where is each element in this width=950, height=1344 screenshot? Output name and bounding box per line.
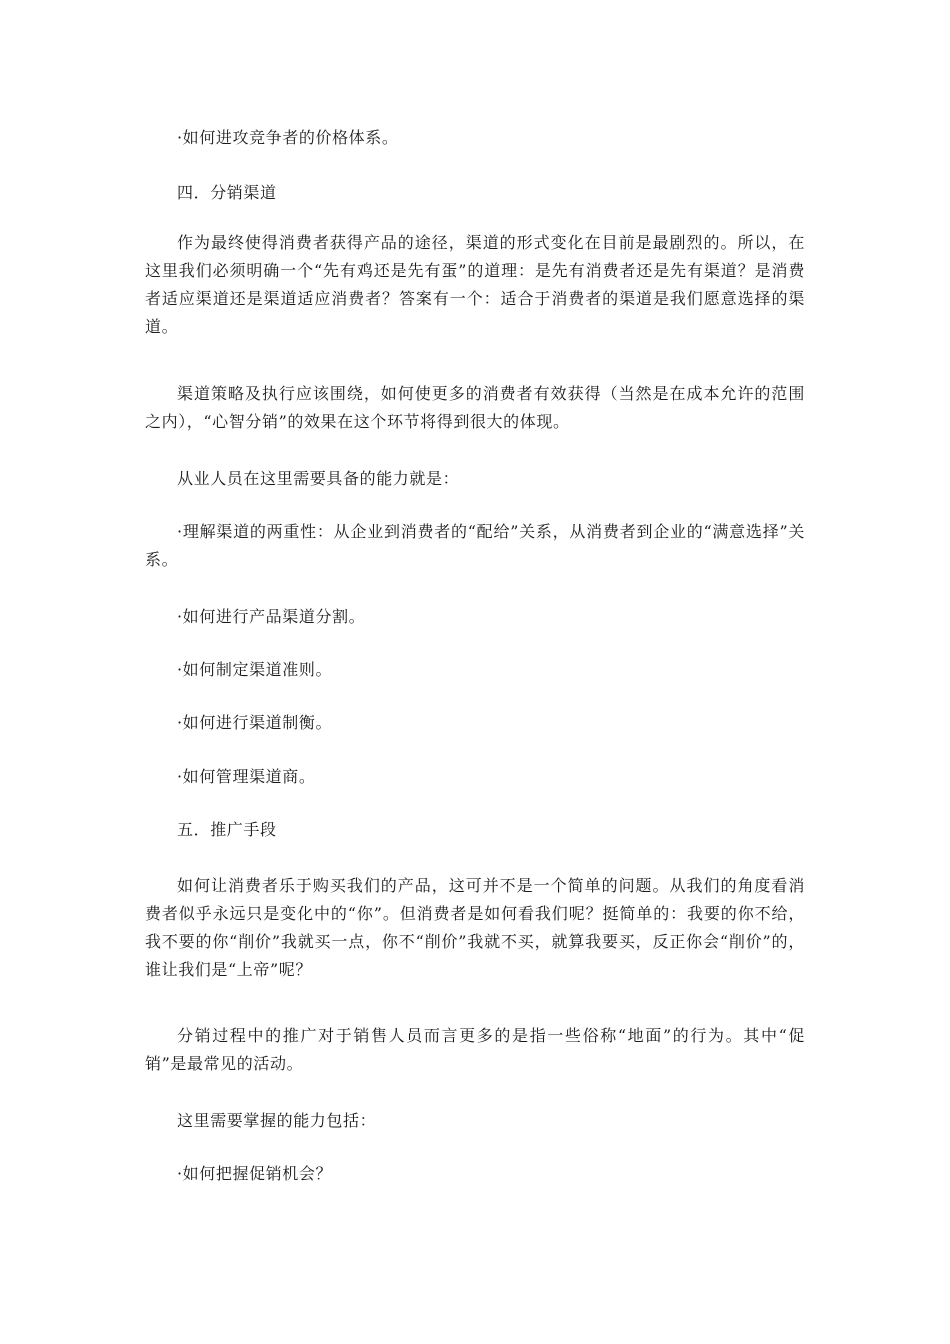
bullet-channel-balance: ·如何进行渠道制衡。	[177, 713, 333, 732]
section-heading-distribution-channels: 四．分销渠道	[177, 183, 277, 202]
section-heading-promotion: 五．推广手段	[177, 820, 277, 839]
bullet-promotion-opportunity: ·如何把握促销机会？	[177, 1164, 333, 1183]
paragraph-required-skills: 这里需要掌握的能力包括：	[177, 1111, 377, 1130]
paragraph-promotion-ground: 分销过程中的推广对于销售人员而言更多的是指一些俗称“地面”的行为。其中“促销”是最常见的活动。	[145, 1026, 805, 1073]
paragraph-promotion-intro: 如何让消费者乐于购买我们的产品，这可并不是一个简单的问题。从我们的角度看消费者似乎永远只是变化中的“你”。但消费者是如何看我们呢？挺简单的：我要的你不给，我不要的你“削价”我就买一点，你不“削价”我就不买，就算我要买，反正你会“削价”的，谁让我们是“上帝”呢？	[145, 876, 805, 979]
bullet-manage-dealers: ·如何管理渠道商。	[177, 767, 316, 786]
bullet-attack-pricing: ·如何进攻竞争者的价格体系。	[177, 128, 399, 147]
bullet-channel-segmentation: ·如何进行产品渠道分割。	[177, 607, 366, 626]
paragraph-required-abilities: 从业人员在这里需要具备的能力就是：	[177, 469, 460, 488]
bullet-channel-duality: ·理解渠道的两重性：从企业到消费者的“配给”关系，从消费者到企业的“满意选择”关系。	[145, 522, 805, 569]
paragraph-channel-intro: 作为最终使得消费者获得产品的途径，渠道的形式变化在目前是最剧烈的。所以，在这里我们必须明确一个“先有鸡还是先有蛋”的道理：是先有消费者还是先有渠道？是消费者适应渠道还是渠道适应消费者？答案有一个：适合于消费者的渠道是我们愿意选择的渠道。	[145, 233, 805, 336]
paragraph-channel-strategy: 渠道策略及执行应该围绕，如何使更多的消费者有效获得（当然是在成本允许的范围之内），“心智分销”的效果在这个环节将得到很大的体现。	[145, 384, 805, 431]
bullet-channel-rules: ·如何制定渠道准则。	[177, 660, 333, 679]
